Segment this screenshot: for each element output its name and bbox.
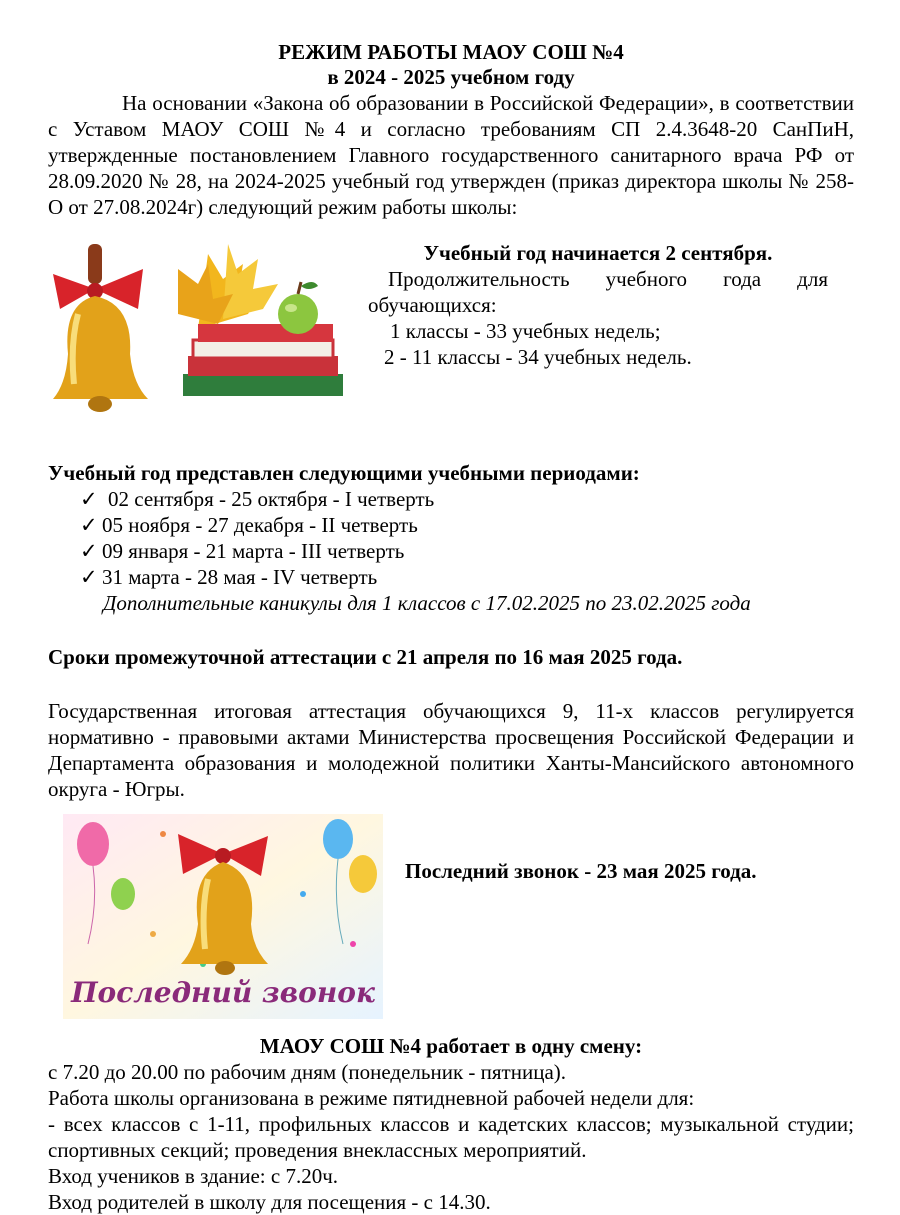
- period-text: 31 марта - 28 мая - IV четверть: [102, 565, 378, 589]
- periods-heading: Учебный год представлен следующими учебными периодами:: [48, 461, 640, 485]
- period-item: [48, 486, 854, 512]
- period-item: [48, 538, 854, 564]
- duration-item: 1 классы - 33 учебных недель;: [390, 319, 661, 343]
- intro-paragraph: На основании «Закона об образовании в Российской Федерации», в соответствии с Уставом МАОУ СОШ №4 и согласно требованиям СП 2.4.3648-20 СанПиН, утвержденные постановлением Главного государственного санитарного врача РФ от 28.09.2020 № 28, на 2024-2025 учебный год утвержден (приказ директора школы № 258-О от 27.08.2024г) следующий режим работы школы:: [48, 91, 854, 219]
- check-icon: ✓: [80, 539, 98, 563]
- state-attestation-paragraph: Государственная итоговая аттестация обучающихся 9, 11-х классов регулируется нормативно - правовыми актами Министерства просвещения Российской Федерации и Департамента образования и молодежной политики Ханты-Мансийского автономного округа - Югры.: [48, 699, 854, 801]
- period-item: [48, 512, 854, 538]
- shift-line: - всех классов с 1-11, профильных классов и кадетских классов; музыкальной студии; спортивных секций; проведения внеклассных мероприятий.: [48, 1112, 854, 1162]
- year-start-text: [368, 240, 828, 370]
- shift-line: Вход учеников в здание: с 7.20ч.: [48, 1164, 339, 1188]
- period-item: [48, 564, 854, 590]
- last-bell-section: [48, 814, 854, 1019]
- period-text: 02 сентября - 25 октября - I четверть: [108, 487, 435, 511]
- duration-item: 2 - 11 классы - 34 учебных недель.: [384, 345, 692, 369]
- shift-line: Вход родителей в школу для посещения - с 14.30.: [48, 1190, 491, 1214]
- shift-line: Работа школы организована в режиме пятидневной рабочей недели для:: [48, 1086, 695, 1110]
- period-text: 09 января - 21 марта - III четверть: [102, 539, 405, 563]
- periods-section: [48, 460, 854, 616]
- year-start-heading: Учебный год начинается 2 сентября.: [423, 241, 773, 265]
- shift-heading: МАОУ СОШ №4 работает в одну смену:: [259, 1034, 643, 1058]
- holiday-note: Дополнительные каникулы для 1 классов с 17.02.2025 по 23.02.2025 года: [103, 591, 751, 615]
- period-text: 05 ноября - 27 декабря - II четверть: [102, 513, 418, 537]
- shift-line: с 7.20 до 20.00 по рабочим дням (понедельник - пятница).: [48, 1060, 567, 1084]
- check-icon: ✓: [80, 565, 98, 589]
- year-start-section: [48, 234, 854, 424]
- last-bell-caption: Последний звонок: [71, 976, 375, 1009]
- duration-label: Продолжительность учебного года для обучающихся:: [368, 267, 828, 317]
- last-bell-text: Последний звонок - 23 мая 2025 года.: [405, 859, 757, 883]
- check-icon: ✓: [80, 487, 98, 511]
- last-bell-illustration: [63, 814, 383, 1019]
- check-icon: ✓: [80, 513, 98, 537]
- document-page: [48, 40, 854, 1215]
- attestation-heading: Сроки промежуточной аттестации с 21 апреля по 16 мая 2025 года.: [48, 645, 683, 669]
- page-subtitle: в 2024 - 2025 учебном году: [327, 65, 575, 89]
- page-title: РЕЖИМ РАБОТЫ МАОУ СОШ №4: [278, 40, 624, 64]
- bell-books-illustration: [48, 234, 348, 424]
